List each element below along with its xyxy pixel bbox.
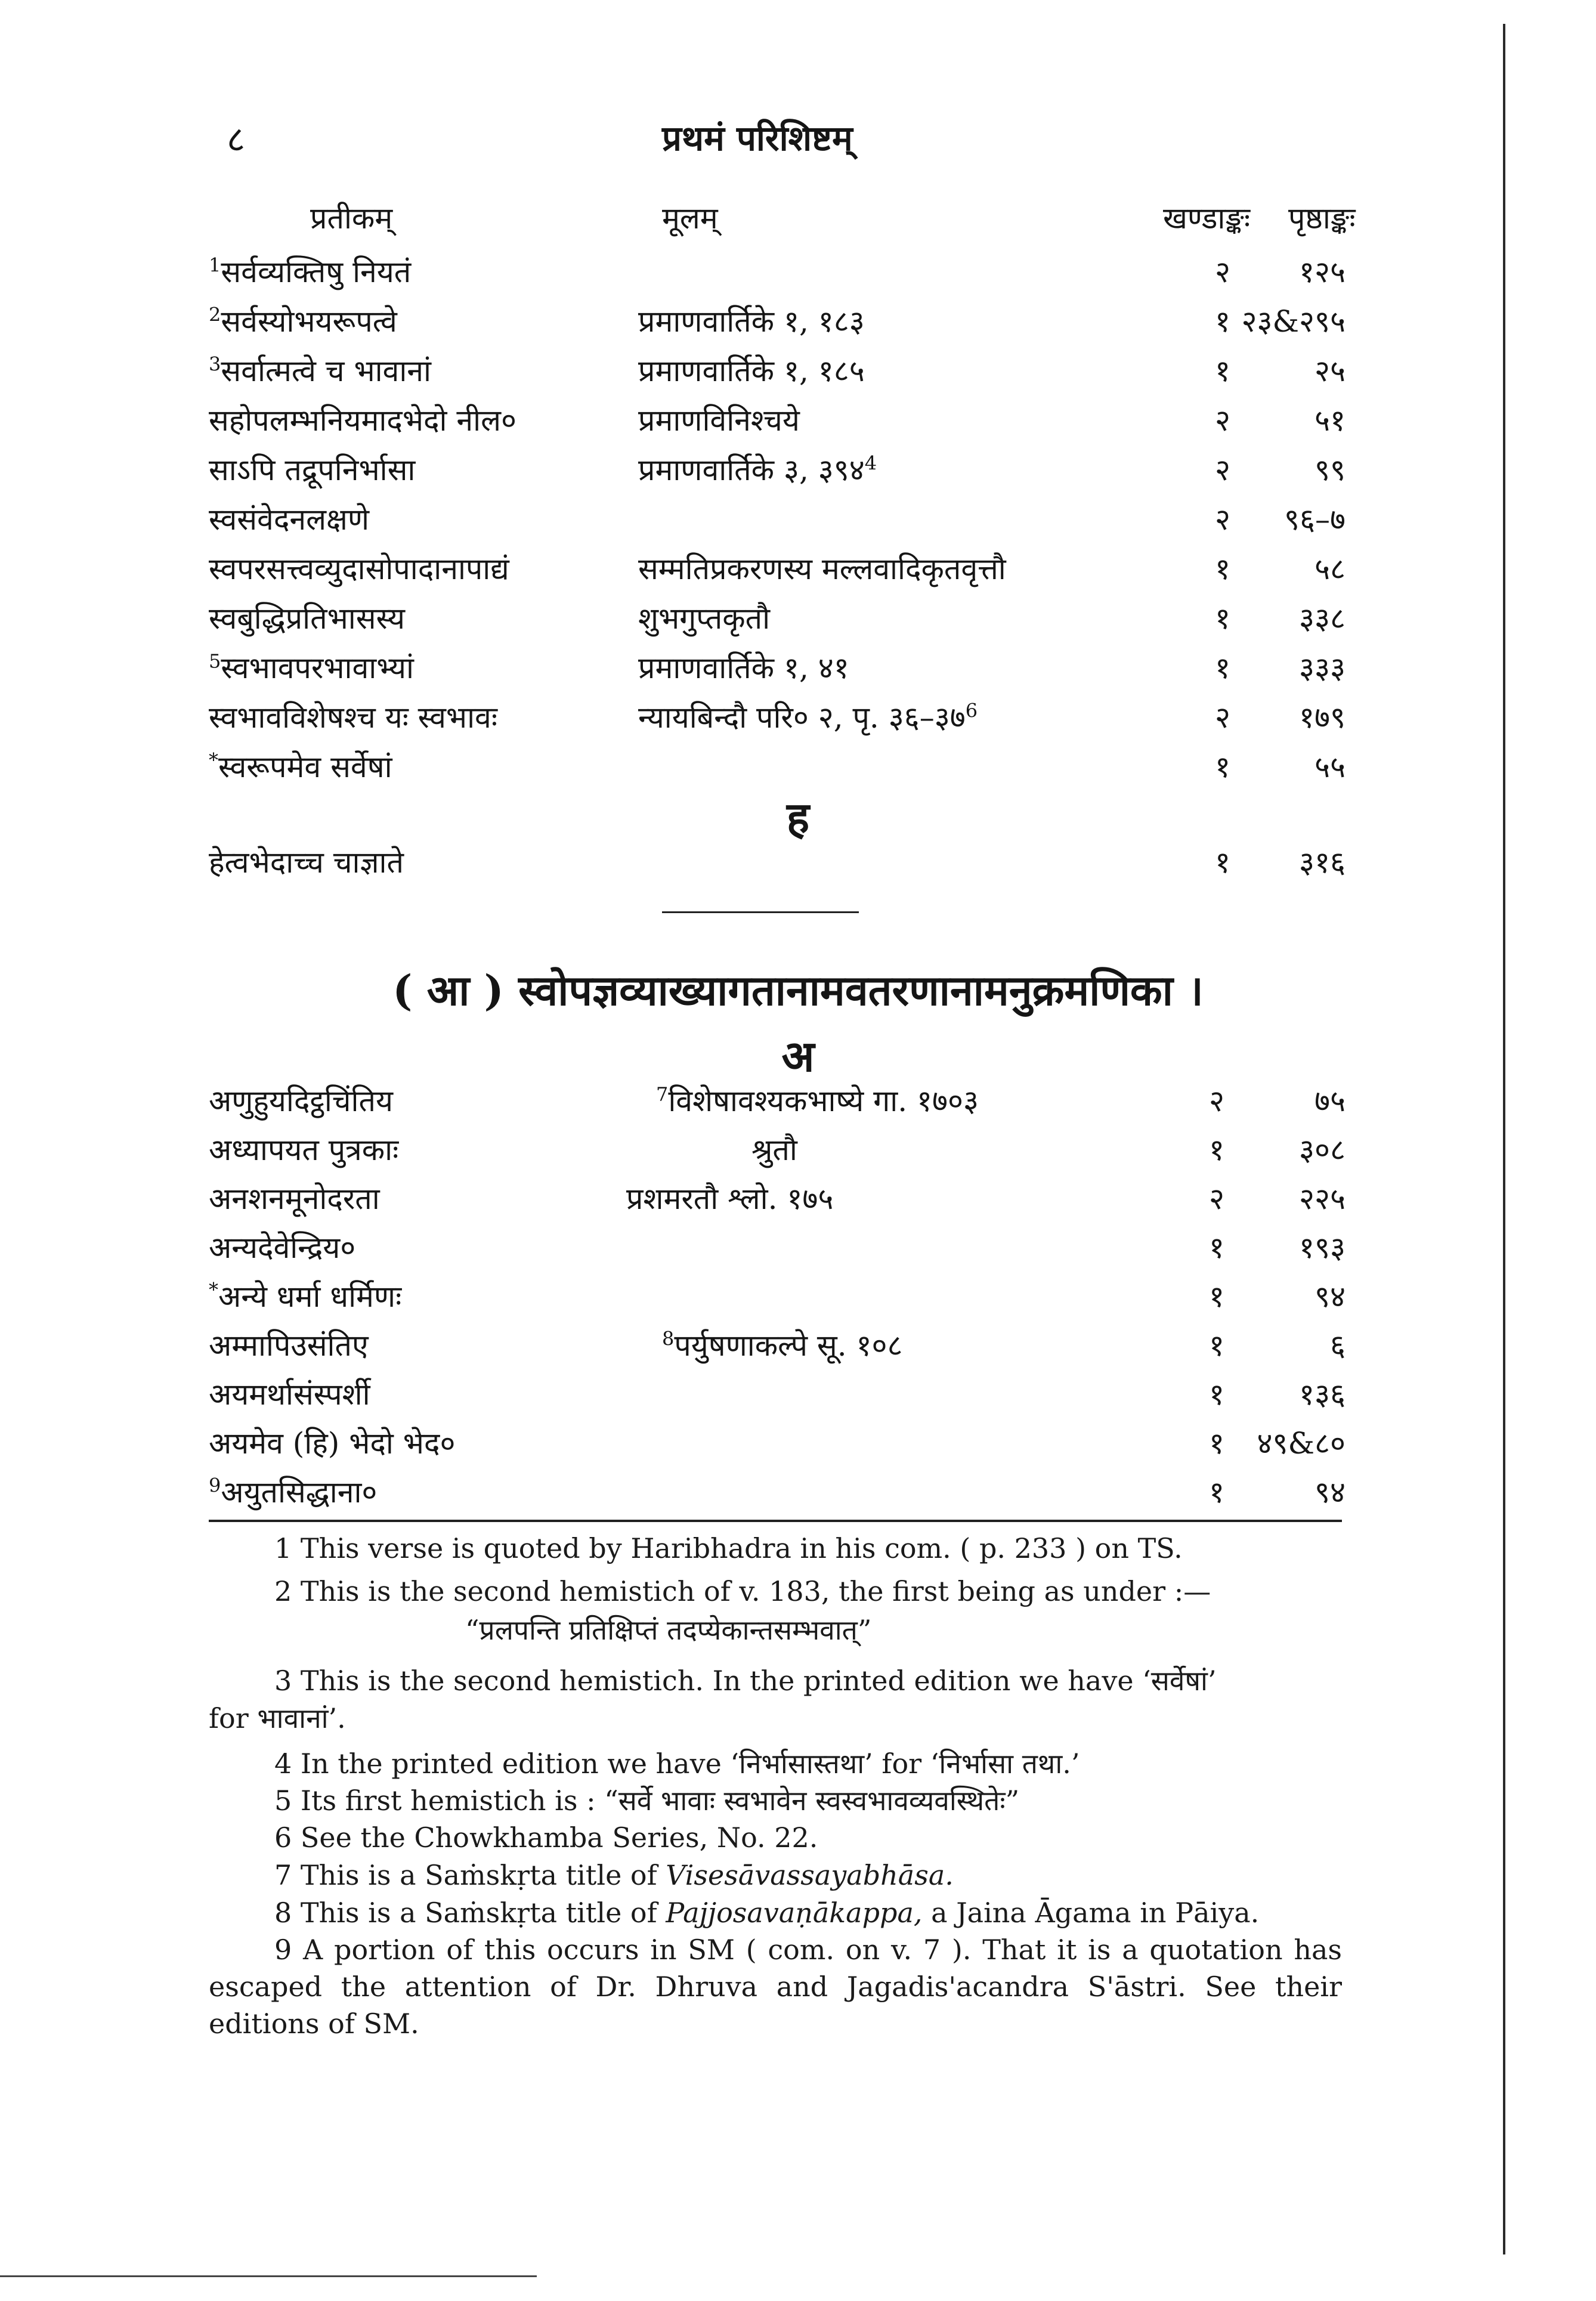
entry-khanda: २ — [1215, 453, 1230, 487]
section-letter-ha: ह — [786, 792, 810, 843]
entry-pratika — [209, 300, 397, 341]
entry-pratika-text: अम्मापिउसंतिए — [209, 1328, 369, 1363]
page-edge-line — [1503, 24, 1505, 2254]
index-entry — [0, 1226, 1596, 1274]
entry-pratika — [209, 1471, 377, 1511]
entry-mula-text: प्रमाणविनिश्चये — [638, 403, 800, 438]
index-entry — [0, 1177, 1596, 1225]
entry-khanda: २ — [1209, 1084, 1224, 1118]
entry-mula-text: सम्मतिप्रकरणस्य मल्लवादिकृतवृत्तौ — [638, 552, 1006, 586]
footnote-marker: * — [209, 749, 218, 772]
index-entry — [0, 250, 1596, 298]
section-divider — [662, 911, 859, 913]
page-bottom-line — [0, 2275, 537, 2277]
entry-khanda: १ — [1209, 1426, 1224, 1461]
entry-mula-text: प्रमाणवार्तिके १, ४१ — [638, 651, 849, 685]
footnote-marker: 8 — [662, 1327, 675, 1350]
footnote-marker: * — [209, 1278, 218, 1301]
column-header-pristha: पृष्ठाङ्कः — [1288, 201, 1356, 236]
index-entry — [0, 498, 1596, 546]
entry-pratika-text: अणुहुयदिट्ठचिंतिय — [209, 1084, 393, 1118]
footnote-marker: 5 — [209, 650, 221, 673]
entry-khanda: १ — [1215, 304, 1230, 339]
index-entry — [0, 399, 1596, 447]
entry-pratika-text: स्वपरसत्त्वव्युदासोपादानापाद्यं — [209, 552, 509, 586]
section-letter-a: अ — [781, 1031, 815, 1081]
entry-mula-text: श्रुतौ — [751, 1133, 797, 1167]
entry-pristha: ५८ — [1314, 552, 1346, 586]
entry-khanda: २ — [1215, 502, 1230, 537]
footnote-marker: 9 — [209, 1474, 221, 1497]
entry-khanda: १ — [1209, 1279, 1224, 1314]
entry-pristha: २५ — [1314, 354, 1346, 388]
footnote-8-text: 8 This is a Saṁskṛta title of — [274, 1897, 666, 1929]
entry-khanda: १ — [1215, 552, 1230, 586]
footnote-8 — [274, 1894, 1259, 1931]
entry-pratika-text: सर्वात्मत्वे च भावानां — [221, 354, 431, 388]
index-entry — [0, 841, 1596, 889]
index-entry — [0, 300, 1596, 348]
index-entry — [0, 1324, 1596, 1372]
entry-khanda: १ — [1215, 354, 1230, 388]
footnote-marker: 4 — [864, 451, 877, 475]
index-entry — [0, 449, 1596, 496]
entry-khanda: २ — [1209, 1182, 1224, 1216]
entry-khanda: १ — [1215, 601, 1230, 636]
entry-khanda: २ — [1215, 255, 1230, 289]
entry-pratika — [209, 350, 431, 390]
footnote-3: 3 This is the second hemistich. In the printed edition we have ‘सर्वेषां’ — [274, 1665, 1217, 1697]
entry-mula — [638, 647, 849, 687]
entry-pratika-text: सहोपलम्भनियमादभेदो नील० — [209, 403, 516, 438]
entry-pratika-text: स्वरूपमेव सर्वेषां — [218, 750, 392, 784]
entry-mula — [638, 350, 865, 390]
entry-pratika-text: अन्ये धर्मा धर्मिणः — [218, 1279, 402, 1314]
entry-pristha: ४९&८० — [1257, 1426, 1346, 1461]
entry-mula-text: पर्युषणाकल्पे सू. १०८ — [674, 1328, 903, 1363]
entry-mula — [751, 1128, 797, 1169]
footnote-6: 6 See the Chowkhamba Series, No. 22. — [274, 1821, 818, 1854]
footnote-2: 2 This is the second hemistich of v. 183, the first being as under :— — [274, 1575, 1211, 1607]
entry-pratika — [209, 1324, 369, 1365]
entry-pratika-text: अनशनमूनोदरता — [209, 1182, 380, 1216]
entry-khanda: १ — [1209, 1230, 1224, 1265]
entry-pratika-text: अयुतसिद्धाना० — [221, 1475, 378, 1510]
entry-mula — [662, 1324, 903, 1365]
entry-pristha: ३३३ — [1299, 651, 1346, 685]
entry-pristha: ९४ — [1314, 1475, 1346, 1510]
section-heading-aa: ( आ ) स्वोपज्ञव्याख्यागतानामवतरणानामनुक्रमणिका । — [392, 966, 1204, 1015]
index-entry — [0, 548, 1596, 595]
footnote-8-tail: a Jaina Āgama in Pāiya. — [922, 1897, 1260, 1929]
entry-mula — [626, 1177, 833, 1218]
footnote-marker: 3 — [209, 352, 221, 376]
index-entry — [0, 696, 1596, 744]
footnote-marker: 6 — [965, 699, 978, 722]
entry-mula-text: शुभगुप्तकृतौ — [638, 601, 771, 636]
entry-pratika-text: स्वभावपरभावाभ्यां — [221, 651, 414, 685]
entry-khanda: १ — [1209, 1377, 1224, 1412]
index-entry — [0, 1275, 1596, 1323]
entry-mula-text: प्रमाणवार्तिके १, १८५ — [638, 354, 865, 388]
entry-pratika-text: अन्यदेवेन्द्रिय० — [209, 1230, 356, 1265]
footnote-1: 1 This verse is quoted by Haribhadra in his com. ( p. 233 ) on TS. — [274, 1532, 1183, 1564]
entry-pratika — [209, 399, 516, 440]
footnote-3-cont: for भावानां’. — [209, 1702, 346, 1734]
entry-pristha: ६ — [1330, 1328, 1346, 1363]
index-entry — [0, 1373, 1596, 1421]
entry-pristha: ९६–७ — [1284, 502, 1346, 537]
index-entry — [0, 647, 1596, 694]
entry-mula-text: प्रमाणवार्तिके १, १८३ — [638, 304, 865, 339]
footnote-marker: 1 — [209, 253, 221, 277]
entry-pratika-text: स्वबुद्धिप्रतिभासस्य — [209, 601, 405, 636]
entry-pratika-text: अध्यापयत पुत्रकाः — [209, 1133, 399, 1167]
entry-pristha: ५५ — [1314, 750, 1346, 784]
index-entry — [0, 1422, 1596, 1470]
entry-pratika — [209, 1226, 355, 1267]
index-entry — [0, 1128, 1596, 1176]
entry-pratika-text: सर्वव्यक्तिषु नियतं — [221, 255, 412, 289]
page-number: ८ — [227, 119, 246, 160]
entry-pristha: २३&२९५ — [1241, 304, 1346, 339]
footnote-rule — [209, 1520, 1342, 1522]
entry-pratika — [209, 1422, 455, 1462]
entry-pratika-text: सर्वस्योभयरूपत्वे — [221, 304, 397, 339]
entry-mula-text: प्रशमरतौ श्लो. १७५ — [626, 1182, 834, 1216]
entry-pratika — [209, 1177, 380, 1218]
footnote-7-text: 7 This is a Saṁskṛta title of — [274, 1859, 666, 1891]
entry-mula-text: विशेषावश्यकभाष्ये गा. १७०३ — [668, 1084, 979, 1118]
entry-khanda: १ — [1215, 651, 1230, 685]
entry-khanda: १ — [1215, 845, 1230, 880]
entry-khanda: २ — [1215, 700, 1230, 735]
entry-pristha: ३३८ — [1299, 601, 1346, 636]
entry-pristha: १९३ — [1299, 1230, 1346, 1265]
entry-pristha: ९४ — [1314, 1279, 1346, 1314]
entry-mula — [638, 696, 978, 737]
entry-pristha: १२५ — [1299, 255, 1346, 289]
entry-mula — [638, 597, 770, 638]
entry-mula — [638, 300, 865, 341]
entry-pratika — [209, 597, 405, 638]
entry-pratika — [209, 498, 369, 539]
index-entry — [0, 1080, 1596, 1127]
entry-pratika-text: स्वभावविशेषश्च यः स्वभावः — [209, 700, 497, 735]
entry-khanda: १ — [1209, 1475, 1224, 1510]
index-entry — [0, 597, 1596, 645]
column-header-pratika: प्रतीकम् — [310, 201, 393, 236]
entry-pratika — [209, 449, 415, 489]
entry-pristha: १३६ — [1299, 1377, 1346, 1412]
footnote-marker: 2 — [209, 303, 221, 326]
entry-pratika-text: अयमर्थासंस्पर्शी — [209, 1377, 370, 1412]
index-entry — [0, 1471, 1596, 1518]
entry-khanda: १ — [1215, 750, 1230, 784]
entry-pratika — [209, 548, 509, 588]
entry-pratika — [209, 1128, 398, 1169]
entry-mula — [638, 399, 800, 440]
index-entry — [0, 350, 1596, 397]
entry-pristha: १७९ — [1299, 700, 1346, 735]
footnote-4: 4 In the printed edition we have ‘निर्भासास्तथा’ for ‘निर्भासा तथा.’ — [274, 1748, 1080, 1780]
entry-pristha: ३१६ — [1299, 845, 1346, 880]
entry-pratika-text: अयमेव (हि) भेदो भेद० — [209, 1426, 456, 1461]
footnote-5: 5 Its first hemistich is : “सर्वे भावाः स्वभावेन स्वस्वभावव्यवस्थितेः” — [274, 1784, 1020, 1817]
entry-pristha: ९९ — [1314, 453, 1346, 487]
entry-pratika-text: हेत्वभेदाच्च चाज्ञाते — [209, 845, 404, 880]
footnote-7 — [274, 1857, 954, 1894]
footnote-9: 9 A portion of this occurs in SM ( com. on v. 7 ). That it is a quotation has escaped the attention of Dr. Dhruva and Jagadis'acandra S'āstri. See their editions of SM. — [209, 1934, 1342, 2040]
entry-khanda: २ — [1215, 403, 1230, 438]
index-entry — [0, 746, 1596, 793]
entry-mula-text: न्यायबिन्दौ परि० २, पृ. ३६–३७ — [638, 700, 966, 735]
footnote-8-title: Pajjosavaṇākappa, — [666, 1897, 923, 1929]
footnote-marker: 7 — [656, 1083, 669, 1106]
column-header-khanda: खण्डाङ्कः — [1163, 201, 1251, 236]
entry-mula — [656, 1080, 979, 1120]
entry-pristha: ३०८ — [1299, 1133, 1346, 1167]
footnote-7-title: Visesāvassayabhāsa. — [666, 1859, 954, 1891]
entry-pratika — [209, 1373, 370, 1414]
entry-pratika — [209, 1275, 401, 1316]
entry-pratika — [209, 746, 392, 786]
entry-pratika — [209, 841, 404, 882]
entry-pratika — [209, 250, 411, 291]
entry-pristha: ७५ — [1314, 1084, 1346, 1118]
entry-pratika-text: स्वसंवेदनलक्षणे — [209, 502, 370, 537]
footnote-2-quote: “प्रलपन्ति प्रतिक्षिप्तं तदप्येकान्तसम्भवात्” — [465, 1614, 872, 1646]
entry-pratika — [209, 1080, 393, 1120]
entry-khanda: १ — [1209, 1133, 1224, 1167]
entry-pratika — [209, 647, 414, 687]
entry-pratika-text: साऽपि तद्रूपनिर्भासा — [209, 453, 416, 487]
running-title: प्रथमं परिशिष्टम् — [662, 118, 853, 159]
entry-mula — [638, 548, 1006, 588]
entry-pristha: ५१ — [1314, 403, 1346, 438]
entry-khanda: १ — [1209, 1328, 1224, 1363]
entry-pratika — [209, 696, 497, 737]
entry-pristha: २२५ — [1299, 1182, 1346, 1216]
entry-mula — [638, 449, 877, 489]
entry-mula-text: प्रमाणवार्तिके ३, ३९४ — [638, 453, 865, 487]
column-header-mula: मूलम् — [662, 201, 718, 236]
